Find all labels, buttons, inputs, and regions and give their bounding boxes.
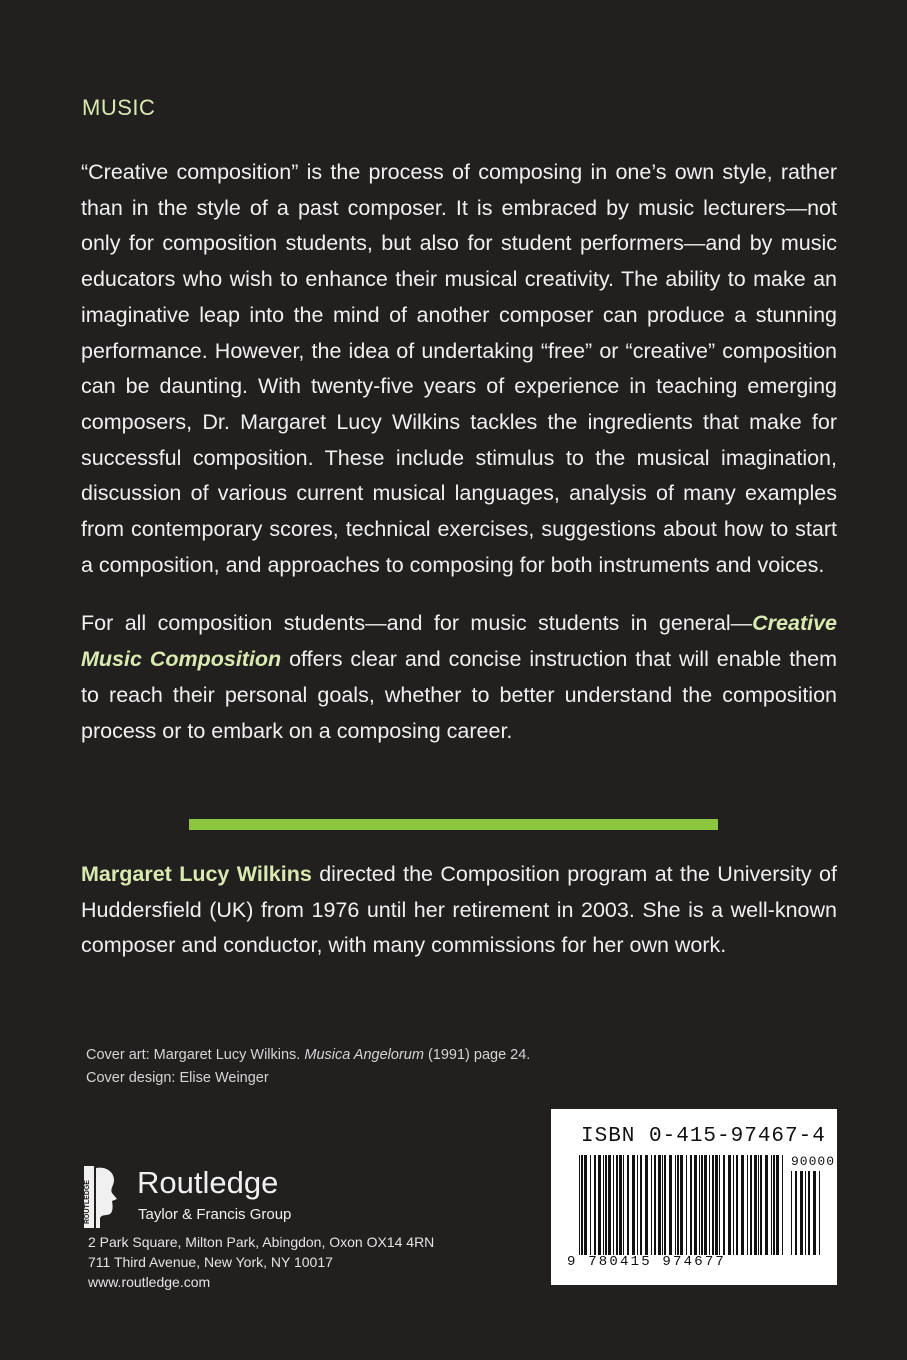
barcode-bar <box>715 1155 718 1255</box>
barcode-bar <box>605 1155 607 1255</box>
author-bio <box>81 857 837 964</box>
barcode-bar <box>771 1155 772 1255</box>
barcode-bar <box>808 1171 810 1255</box>
barcode-bar <box>590 1155 591 1255</box>
barcode-bar <box>758 1155 759 1255</box>
barcode-bar <box>627 1155 629 1255</box>
barcode-bar <box>623 1155 624 1255</box>
barcode-bar <box>765 1155 768 1255</box>
barcode-bar <box>760 1155 762 1255</box>
price-code: 90000 <box>791 1154 836 1169</box>
routledge-logo-icon <box>84 1166 122 1228</box>
blurb-paragraph-2 <box>81 606 837 749</box>
blurb-p2-lead: For all composition students—and for music students in general— <box>81 611 753 636</box>
barcode-bar <box>616 1155 618 1255</box>
barcode-bar <box>699 1155 700 1255</box>
barcode-bar <box>741 1155 744 1255</box>
barcode-bar <box>613 1155 614 1255</box>
barcode-bar <box>680 1155 683 1255</box>
blurb-paragraph-1: “Creative composition” is the process of composing in one’s own style, rather than in the style of a past composer. It is embraced by music lecturers—not only for composition students, but also for student performers—and by music educators who wish to enhance their musical creativity. The ability to make an imaginative leap into the mind of another composer can produce a stunning performance. However, the idea of undertaking “free” or “creative” composition can be daunting. With twenty-five years of experience in teaching emerging composers, Dr. Margaret Lucy Wilkins tackles the ingredients that make for successful composition. These include stimulus to the musical imagination, discussion of various current musical languages, analysis of many examples from contemporary scores, technical exercises, suggestions about how to start a composition, and approaches to composing for both instruments and voices. <box>81 160 837 577</box>
barcode-bar <box>754 1155 757 1255</box>
category-label: MUSIC <box>82 95 156 120</box>
barcode-bar <box>677 1155 679 1255</box>
barcode-bar <box>579 1155 580 1255</box>
barcode-bar <box>733 1155 734 1255</box>
barcode-bar <box>598 1155 601 1255</box>
cover-art-suffix: (1991) page 24. <box>423 1047 531 1063</box>
book-title: Creative Music Composition <box>81 611 837 672</box>
barcode-bar <box>651 1155 652 1255</box>
cover-design-credit: Cover design: Elise Weinger <box>86 1070 269 1086</box>
blurb-p2-tail: offers clear and concise instruction that will enable them to reach their personal goals, whether to better understand the composition process or to embark on a composing career. <box>81 647 837 743</box>
barcode-bar <box>776 1155 779 1255</box>
barcode-bar <box>581 1155 583 1255</box>
barcode-bar <box>632 1155 635 1255</box>
barcode-bar <box>669 1155 672 1255</box>
publisher-address <box>88 1232 434 1292</box>
cover-art-prefix: Cover art: Margaret Lucy Wilkins. <box>86 1047 305 1063</box>
publisher-name: Routledge <box>137 1165 279 1200</box>
barcode-bar <box>608 1155 611 1255</box>
logo-lettering: ROUTLEDGE <box>84 1180 91 1224</box>
barcode-bar <box>800 1171 803 1255</box>
barcode-bar <box>640 1155 642 1255</box>
barcode-bar <box>719 1155 720 1255</box>
cover-credits <box>86 1044 530 1090</box>
barcode-bar <box>701 1155 703 1255</box>
barcode-bar <box>805 1171 806 1255</box>
barcode-bar <box>795 1171 797 1255</box>
barcode-bar <box>736 1155 738 1255</box>
publisher-website: www.routledge.com <box>88 1274 211 1290</box>
cover-art-title: Musica Angelorum <box>304 1047 424 1063</box>
barcode-bar <box>782 1155 783 1255</box>
barcode-bar <box>773 1155 775 1255</box>
barcode-bar <box>709 1155 710 1255</box>
barcode-bar <box>662 1155 663 1255</box>
address-line-1: 2 Park Square, Milton Park, Abingdon, Oxon OX14 4RN <box>88 1234 435 1250</box>
barcode-bar <box>728 1155 731 1255</box>
description-blurb <box>81 155 837 749</box>
green-divider <box>189 819 718 830</box>
barcode-bar <box>819 1171 820 1255</box>
barcode-bar <box>690 1155 692 1255</box>
barcode-bar <box>712 1155 714 1255</box>
publisher-group: Taylor & Francis Group <box>138 1206 292 1223</box>
barcode-bar <box>664 1155 666 1255</box>
barcode-bar <box>750 1155 752 1255</box>
author-bio-text: directed the Composition program at the University of Huddersfield (UK) from 1976 until her retirement in 2003. She is a well-known composer and conductor, with many commissions for her own work. <box>81 862 837 958</box>
barcode-bar <box>603 1155 604 1255</box>
barcode-bar <box>584 1155 587 1255</box>
author-name: Margaret Lucy Wilkins <box>81 862 312 886</box>
isbn-number: ISBN 0-415-97467-4 <box>581 1125 826 1148</box>
barcode-bar <box>723 1155 725 1255</box>
barcode-bar <box>675 1155 676 1255</box>
barcode-bar <box>747 1155 748 1255</box>
ean-number: 9 780415 974677 <box>567 1254 727 1270</box>
barcode-bar <box>619 1155 622 1255</box>
barcode-bar <box>791 1171 792 1255</box>
barcode-bar <box>694 1155 697 1255</box>
address-line-2: 711 Third Avenue, New York, NY 10017 <box>88 1254 333 1270</box>
barcode-bar <box>594 1155 596 1255</box>
barcode-bar <box>813 1171 816 1255</box>
barcode-bar <box>654 1155 656 1255</box>
barcode-bar <box>686 1155 687 1255</box>
barcode-bar <box>637 1155 638 1255</box>
barcode-bar <box>645 1155 648 1255</box>
barcode-panel <box>551 1109 837 1285</box>
cover-art-credit <box>86 1044 530 1067</box>
barcode-bar <box>704 1155 707 1255</box>
barcode-bar <box>658 1155 661 1255</box>
